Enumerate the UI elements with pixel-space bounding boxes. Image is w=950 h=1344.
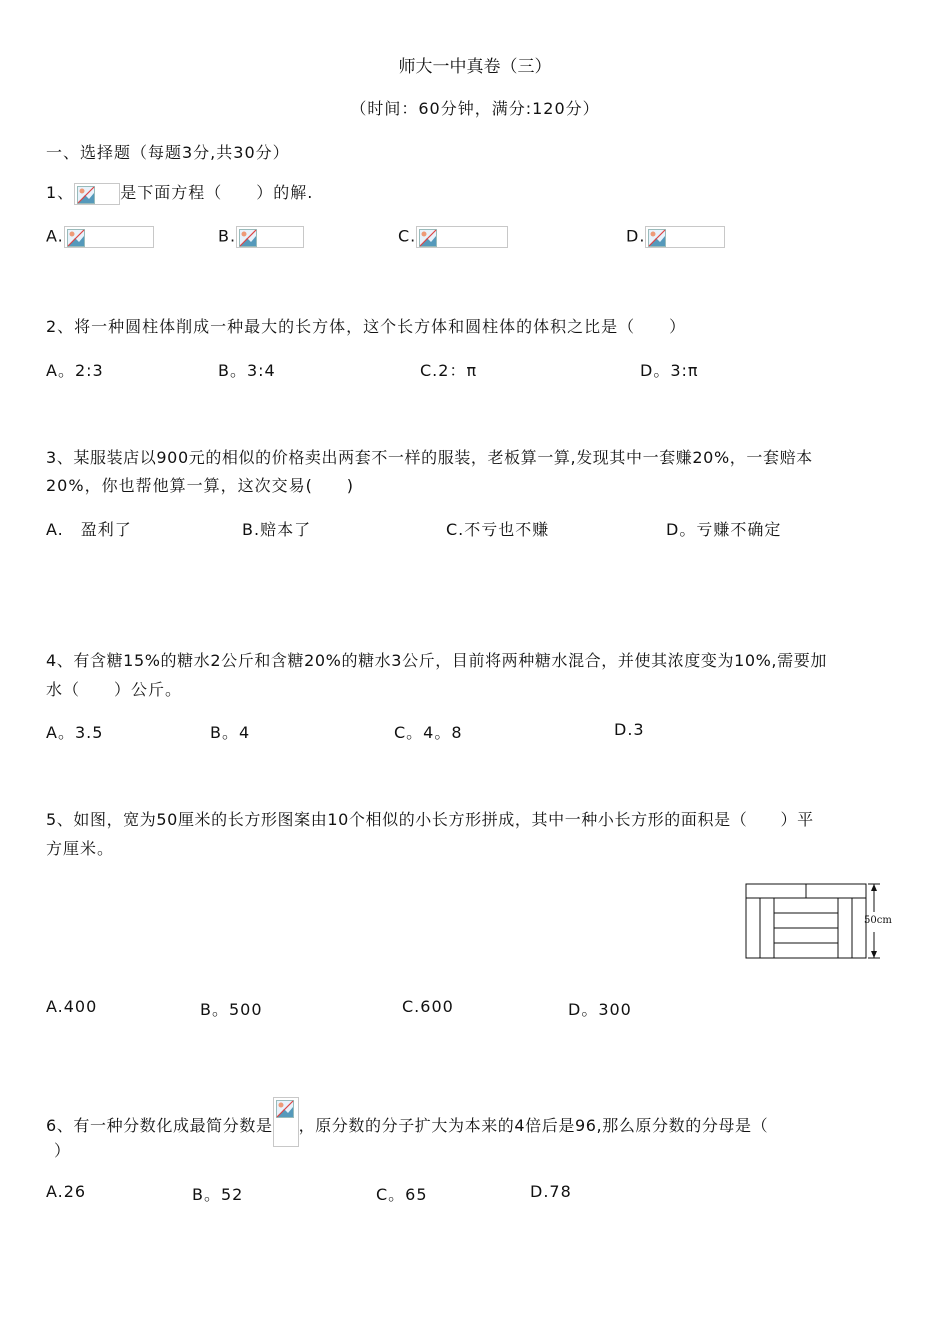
broken-image-icon — [273, 1097, 299, 1147]
q3-option-a: A. 盈利了 — [46, 520, 132, 539]
question-3-line-2: 20%，你也帮他算一算，这次交易( ) — [46, 476, 355, 495]
q6-option-a: A.26 — [46, 1182, 87, 1201]
q4-option-b: B。4 — [210, 723, 251, 742]
q1-option-a — [46, 226, 154, 248]
q2-option-a: A。2:3 — [46, 361, 104, 380]
broken-image-icon — [645, 226, 725, 248]
q1-option-c — [398, 226, 508, 248]
q2-option-c: C.2：π — [420, 361, 478, 380]
q6-option-d: D.78 — [530, 1182, 572, 1201]
broken-image-icon — [236, 226, 304, 248]
question-1 — [46, 180, 313, 205]
question-6-prefix: 6、有一种分数化成最简分数是 — [46, 1116, 273, 1135]
option-label: D. — [626, 226, 646, 246]
q1-option-b — [218, 226, 304, 248]
question-5-line-1: 5、如图，宽为50厘米的长方形图案由10个相似的小长方形拼成，其中一种小长方形的面积是（ ）平 — [46, 810, 814, 829]
question-5-line-2: 方厘米。 — [46, 839, 115, 858]
page-title: 师大一中真卷（三） — [398, 57, 552, 77]
question-6-text: ，原分数的分子扩大为本来的4倍后是96,那么原分数的分母是（ — [298, 1116, 769, 1135]
dimension-label: 50cm — [864, 915, 892, 926]
question-1-number: 1、 — [46, 183, 75, 202]
broken-image-icon — [416, 226, 508, 248]
question-6-line-1 — [46, 1097, 768, 1147]
question-4-line-1: 4、有含糖15%的糖水2公斤和含糖20%的糖水3公斤，目前将两种糖水混合，并使其浓度变为10%,需要加 — [46, 651, 827, 670]
q5-option-c: C.600 — [402, 997, 454, 1016]
question-4-line-2: 水（ ）公斤。 — [46, 680, 183, 699]
q4-option-a: A。3.5 — [46, 723, 104, 742]
q4-option-d: D.3 — [614, 720, 645, 739]
q5-option-a: A.400 — [46, 997, 98, 1016]
question-6-line-2: ） — [54, 1141, 72, 1160]
q3-option-c: C.不亏也不赚 — [446, 520, 550, 539]
question-2: 2、将一种圆柱体削成一种最大的长方体，这个长方体和圆柱体的体积之比是（ ） — [46, 317, 687, 336]
exam-info: （时间：60分钟，满分:120分） — [350, 99, 600, 118]
rectangle-figure — [744, 882, 904, 962]
q2-option-b: B。3:4 — [218, 361, 276, 380]
q5-option-d: D。300 — [568, 1000, 632, 1019]
question-1-text: 是下面方程（ ）的解. — [120, 183, 314, 202]
question-3-line-1: 3、某服装店以900元的相似的价格卖出两套不一样的服装，老板算一算,发现其中一套赚20%，一套赔本 — [46, 448, 813, 467]
q6-option-c: C。65 — [376, 1185, 428, 1204]
option-label: B. — [218, 226, 237, 246]
q2-option-d: D。3:π — [640, 361, 699, 380]
q6-option-b: B。52 — [192, 1185, 244, 1204]
section-heading: 一、选择题（每题3分,共30分） — [46, 143, 290, 162]
broken-image-icon — [64, 226, 154, 248]
q1-option-d — [626, 226, 725, 248]
option-label: A. — [46, 226, 64, 246]
option-label: C. — [398, 226, 417, 246]
q3-option-b: B.赔本了 — [242, 520, 312, 539]
q3-option-d: D。亏赚不确定 — [666, 520, 782, 539]
q4-option-c: C。4。8 — [394, 723, 463, 742]
q5-option-b: B。500 — [200, 1000, 263, 1019]
broken-image-icon — [74, 183, 120, 205]
